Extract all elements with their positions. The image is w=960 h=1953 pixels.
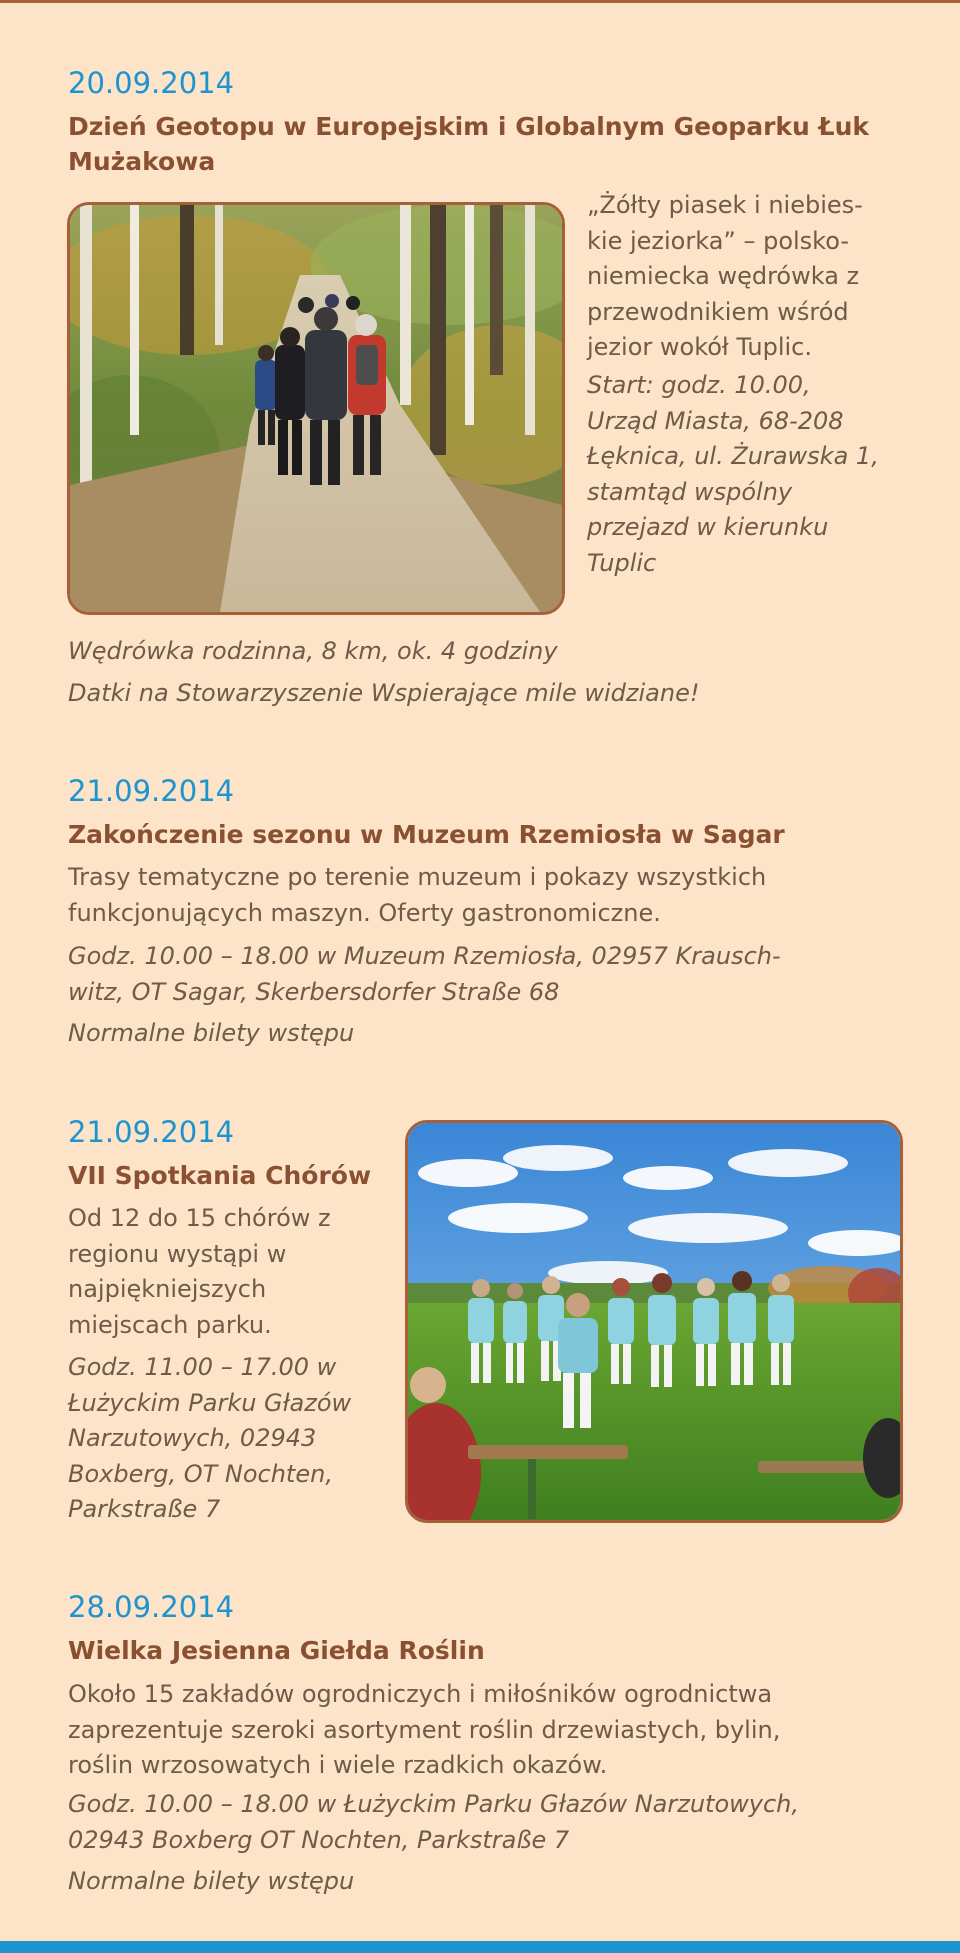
- choir-singing-image: [408, 1123, 900, 1520]
- event-date: 28.09.2014: [68, 1590, 235, 1624]
- top-rule: [0, 0, 960, 3]
- event-date: 21.09.2014: [68, 1115, 235, 1149]
- bottom-bar: [0, 1941, 960, 1953]
- choir-photo: [405, 1120, 903, 1523]
- event-description: Od 12 do 15 chórów z regionu wystąpi w najpiękniejszych miejscach parku.: [68, 1204, 331, 1339]
- event-date: 21.09.2014: [68, 774, 235, 808]
- hiking-photo: [67, 202, 565, 615]
- event-info: Godz. 10.00 – 18.00 w Muzeum Rzemiosła, 02957 Krausch- witz, OT Sagar, Skerbersdorfer Straße 68 Normalne bilety wstępu: [68, 942, 781, 1047]
- event-description: „Żółty piasek i niebies- kie jeziorka” – polsko- niemiecka wędrówka z przewodnikiem wśród jezior wokół Tuplic.: [587, 191, 863, 361]
- event-description: Około 15 zakładów ogrodniczych i miłośników ogrodnictwa zaprezentuje szeroki asortyment roślin drzewiastych, bylin, roślin wrzosowatych i wiele rzadkich okazów.: [68, 1680, 781, 1779]
- event-title: VII Spotkania Chórów: [68, 1161, 372, 1190]
- event-start-info: Start: godz. 10.00, Urząd Miasta, 68-208 Łęknica, ul. Żurawska 1, stamtąd wspólny przejazd w kierunku Tuplic: [587, 371, 879, 577]
- event-title: Wielka Jesienna Giełda Roślin: [68, 1636, 485, 1665]
- hikers-forest-image: [70, 205, 562, 612]
- event-title: Zakończenie sezonu w Muzeum Rzemiosła w Sagar: [68, 820, 785, 849]
- event-date: 20.09.2014: [68, 66, 235, 100]
- event-info: Godz. 10.00 – 18.00 w Łużyckim Parku Głazów Narzutowych, 02943 Boxberg OT Nochten, Parkstraße 7 Normalne bilety wstępu: [68, 1790, 800, 1895]
- event-title: Dzień Geotopu w Europejskim i Globalnym Geoparku Łuk Mużakowa: [68, 112, 870, 176]
- event-info: Godz. 11.00 – 17.00 w Łużyckim Parku Głazów Narzutowych, 02943 Boxberg, OT Nochten, Parkstraße 7: [68, 1353, 352, 1523]
- event-info: Wędrówka rodzinna, 8 km, ok. 4 godziny Datki na Stowarzyszenie Wspierające mile widziane!: [68, 637, 700, 707]
- event-description: Trasy tematyczne po terenie muzeum i pokazy wszystkich funkcjonujących maszyn. Oferty gastronomiczne.: [68, 863, 767, 927]
